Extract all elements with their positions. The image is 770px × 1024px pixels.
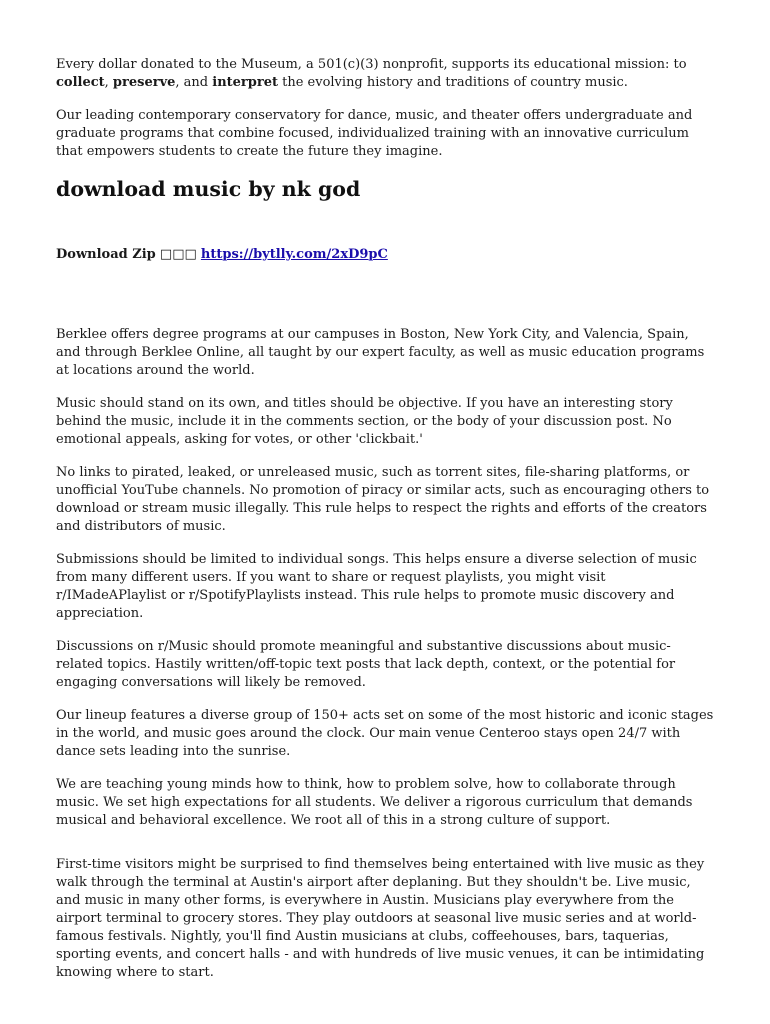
download-label: Download Zip — [56, 247, 156, 262]
intro-sep: , and — [175, 75, 213, 90]
body-paragraph: Our lineup features a diverse group of 150+ acts set on some of the most historic and iconic stages in the world, and music goes around the clock. Our main venue Centeroo stays open 24/7 with dance sets leading into the sunrise. — [56, 708, 714, 759]
download-arrow-glyphs: □□□ — [159, 247, 197, 262]
bold-word-preserve: preserve — [112, 75, 176, 90]
body-paragraph: We are teaching young minds how to think, how to problem solve, how to collaborate through music. We set high expectations for all students. We deliver a rigorous curriculum that demands musical and behavioral excellence. We root all of this in a strong culture of support. — [56, 777, 693, 828]
body-paragraph: Music should stand on its own, and titles should be objective. If you have an interesting story behind the music, include it in the comments section, or the body of your discussion post. No emotional appeals, asking for votes, or other 'clickbait.' — [56, 396, 673, 447]
download-link[interactable]: https://bytlly.com/2xD9pC — [200, 247, 388, 262]
bold-word-collect: collect — [56, 75, 105, 90]
body-paragraph: No links to pirated, leaked, or unreleased music, such as torrent sites, file-sharing platforms, or unofficial YouTube channels. No promotion of piracy or similar acts, such as encouraging others to download or stream music illegally. This rule helps to respect the rights and efforts of the creators and distributors of music. — [56, 465, 710, 534]
body-paragraph: Discussions on r/Music should promote meaningful and substantive discussions about music-related topics. Hastily written/off-topic text posts that lack depth, context, or the potential for engaging conversations will likely be removed. — [56, 639, 676, 690]
body-paragraph: First-time visitors might be surprised to find themselves being entertained with live music as they walk through the terminal at Austin's airport after deplaning. But they shouldn't be. Live music, and music in many other forms, is everywhere in Austin. Musicians play everywhere from the airport terminal to grocery stores. They play outdoors at seasonal live music series and at world-famous festivals. Nightly, you'll find Austin musicians at clubs, coffeehouses, bars, taquerias, sporting events, and concert halls - and with hundreds of live music venues, it can be intimidating knowing where to start. — [56, 857, 705, 980]
download-line — [56, 246, 714, 264]
intro-paragraph-2: Our leading contemporary conservatory for dance, music, and theater offers undergraduate and graduate programs that combine focused, individualized training with an innovative curriculum that empowers students to create the future they imagine. — [56, 108, 693, 159]
bold-word-interpret: interpret — [212, 75, 278, 90]
page-title: download music by nk god — [56, 177, 361, 201]
body-paragraph: Submissions should be limited to individual songs. This helps ensure a diverse selection of music from many different users. If you want to share or request playlists, you might visit r/IMadeAPlaylist or r/SpotifyPlaylists instead. This rule helps to promote music discovery and appreciation. — [56, 552, 697, 621]
body-paragraph: Berklee offers degree programs at our campuses in Boston, New York City, and Valencia, Spain, and through Berklee Online, all taught by our expert faculty, as well as music education programs at locations around the world. — [56, 327, 705, 378]
intro-text: Every dollar donated to the Museum, a 501(c)(3) nonprofit, supports its educational mission: to — [56, 57, 687, 72]
spacer — [56, 264, 714, 326]
intro-paragraph-1 — [56, 56, 714, 92]
intro-text: the evolving history and traditions of country music. — [277, 75, 628, 90]
intro-sep: , — [104, 75, 113, 90]
